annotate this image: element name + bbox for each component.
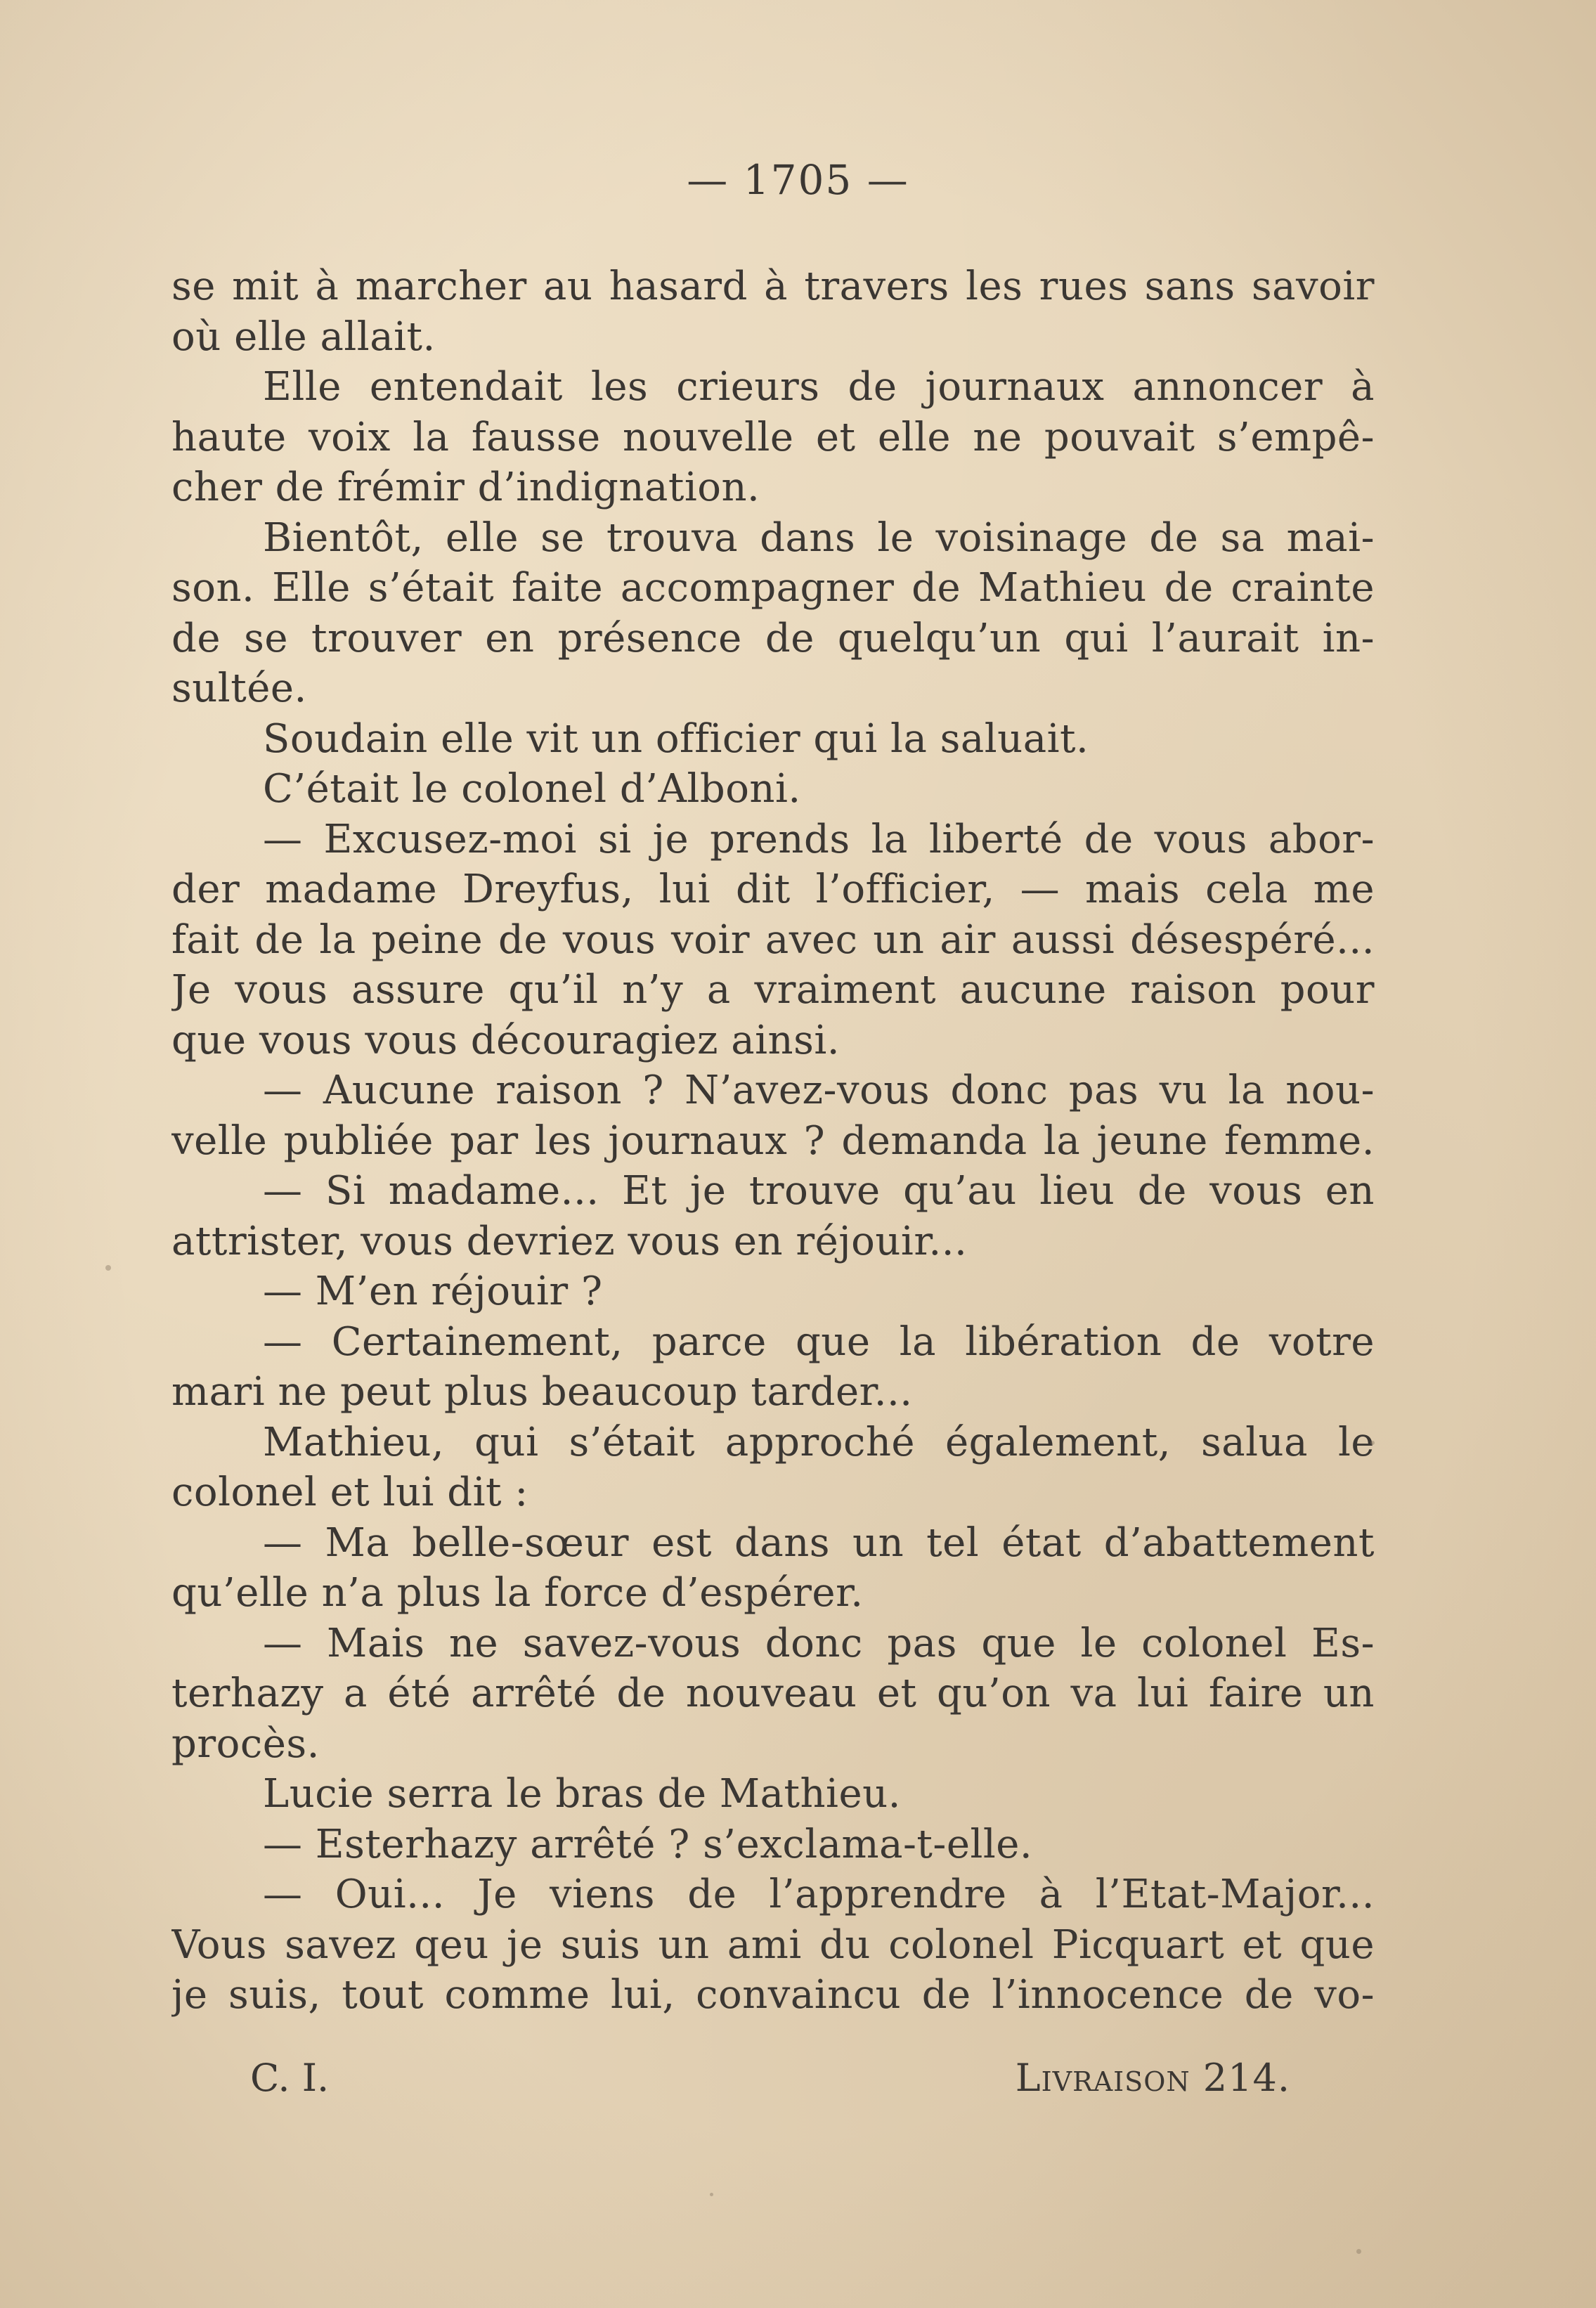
text-line: mari ne peut plus beaucoup tarder... — [171, 1369, 913, 1415]
text-line: — Certainement, parce que la libération de votre — [263, 1318, 1375, 1365]
text-line: où elle allait. — [171, 313, 436, 360]
paper-speck — [1370, 1441, 1375, 1445]
text-line: cher de frémir d’indignation. — [171, 465, 760, 510]
text-line: — M’en réjouir ? — [263, 1269, 603, 1314]
text-line: colonel et lui dit : — [171, 1470, 528, 1515]
text-line: — Ma belle-sœur est dans un tel état d’abattement — [263, 1519, 1375, 1566]
text-line: je suis, tout comme lui, convaincu de l’innocence de vo- — [171, 1972, 1375, 2018]
text-line: fait de la peine de vous voir avec un air aussi désespéré... — [171, 916, 1375, 963]
text-line: qu’elle n’a plus la force d’espérer. — [171, 1570, 864, 1616]
text-line: C’était le colonel d’Alboni. — [263, 766, 801, 812]
text-line: velle publiée par les journaux ? demanda la jeune femme. — [171, 1117, 1375, 1164]
text-line: se mit à marcher au hasard à travers les rues sans savoir — [171, 264, 1375, 309]
text-line: — Oui... Je viens de l’apprendre à l’Etat-Major... — [263, 1872, 1375, 1917]
text-line: Elle entendait les crieurs de journaux annoncer à — [263, 364, 1375, 410]
text-line: de se trouver en présence de quelqu’un qui l’aurait in- — [171, 615, 1375, 661]
page-footer — [250, 2056, 1290, 2105]
text-line: — Mais ne savez-vous donc pas que le colonel Es- — [263, 1620, 1375, 1666]
text-line: — Esterhazy arrêté ? s’exclama-t-elle. — [263, 1821, 1033, 1867]
paper-speck — [105, 1265, 111, 1271]
text-line: — Si madame... Et je trouve qu’au lieu de vous en — [263, 1168, 1375, 1214]
text-line: haute voix la fausse nouvelle et elle ne pouvait s’empê- — [171, 414, 1375, 460]
paper-speck — [1356, 2249, 1361, 2254]
text-line: Mathieu, qui s’était approché également, salua le — [263, 1419, 1375, 1465]
signature-mark: C. I. — [250, 2056, 330, 2100]
paper-speck — [710, 2193, 713, 2196]
text-line: — Excusez-moi si je prends la liberté de vous abor- — [263, 816, 1375, 862]
page-number: — 1705 — — [687, 156, 909, 204]
text-line: der madame Dreyfus, lui dit l’officier, — mais cela me — [171, 867, 1375, 912]
text-line: terhazy a été arrêté de nouveau et qu’on va lui faire un — [171, 1671, 1375, 1716]
text-line: Lucie serra le bras de Mathieu. — [263, 1771, 901, 1817]
text-line: — Aucune raison ? N’avez-vous donc pas vu la nou- — [263, 1068, 1375, 1113]
text-line: Soudain elle vit un officier qui la saluait. — [263, 715, 1089, 762]
text-line: Bientôt, elle se trouva dans le voisinage de sa mai- — [263, 514, 1375, 561]
text-line: Vous savez qeu je suis un ami du colonel Picquart et que — [171, 1921, 1375, 1968]
text-line: sultée. — [171, 666, 307, 711]
text-line: que vous vous découragiez ainsi. — [171, 1017, 841, 1063]
text-line: Je vous assure qu’il n’y a vraiment aucune raison pour — [171, 967, 1375, 1013]
text-line: son. Elle s’était faite accompagner de Mathieu de crainte — [171, 565, 1375, 611]
text-line: attrister, vous devriez vous en réjouir... — [171, 1218, 968, 1264]
text-line: procès. — [171, 1720, 320, 1767]
livraison-label: Livraison 214. — [1015, 2056, 1290, 2100]
body-text — [171, 261, 1375, 2021]
